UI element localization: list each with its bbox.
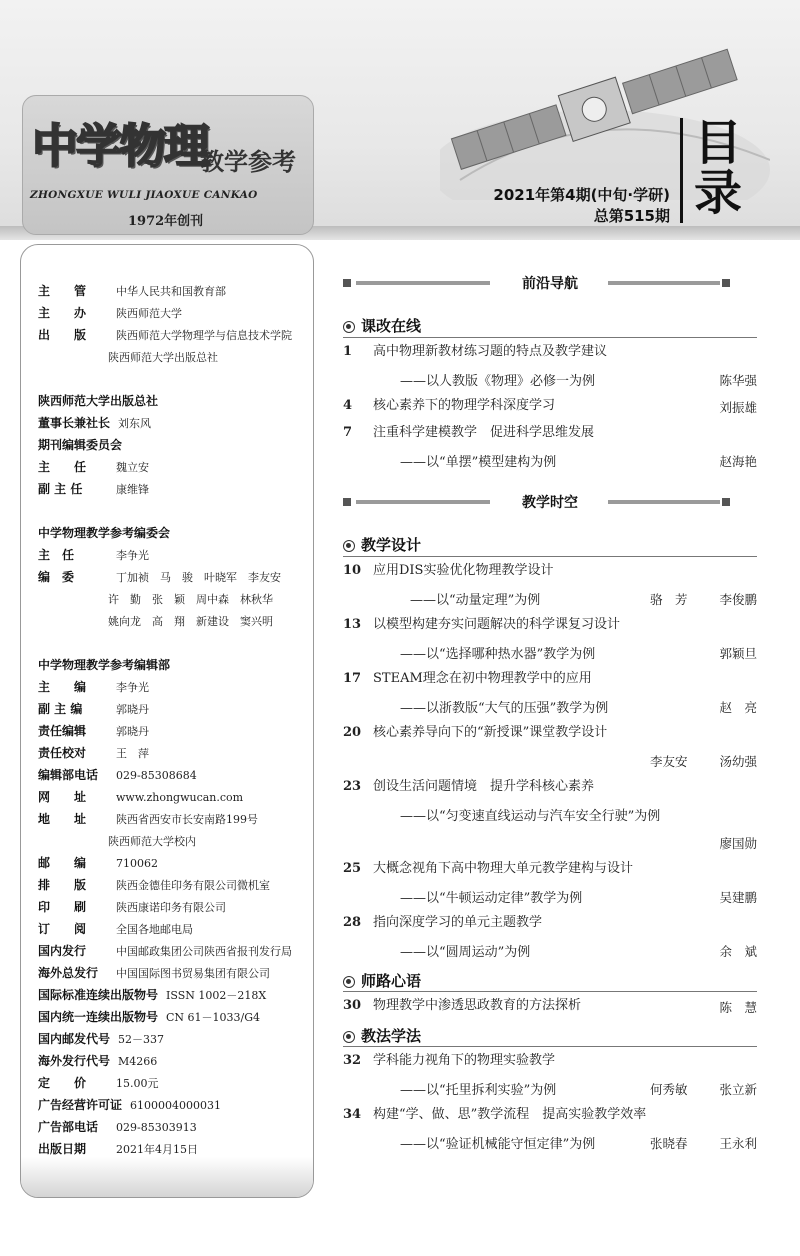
masthead-value: 陕西康诺印务有限公司 xyxy=(116,901,226,914)
masthead-value: 2021年4月15日 xyxy=(116,1143,198,1156)
article-subtitle: ——以“匀变速直线运动与汽车安全行驶”为例 xyxy=(400,809,661,824)
masthead-row xyxy=(38,744,149,763)
masthead-row xyxy=(38,1030,164,1049)
category-rule xyxy=(343,1046,757,1047)
article-subtitle: ——以“选择哪种热水器”教学为例 xyxy=(400,647,596,662)
masthead-key: 定 价 xyxy=(38,1076,87,1090)
masthead-row xyxy=(38,898,226,917)
article-author: 刘振雄 xyxy=(719,400,757,415)
masthead-key: 编辑部电话 xyxy=(38,768,99,782)
masthead-key: 海外总发行 xyxy=(38,966,99,980)
logo-title: 中学物理 xyxy=(32,119,208,173)
masthead-value: 王 萍 xyxy=(116,747,149,760)
masthead-value: 710062 xyxy=(116,857,158,870)
masthead-key: 国内邮发代号 xyxy=(38,1032,111,1046)
masthead-key: 主 管 xyxy=(38,284,87,298)
article-subtitle: ——以浙教版“大气的压强”教学为例 xyxy=(400,701,609,716)
masthead-panel-footer xyxy=(21,1157,313,1197)
article-author: 李俊鹏 xyxy=(719,592,757,607)
masthead-key: 主 办 xyxy=(38,306,87,320)
masthead-key: 网 址 xyxy=(38,790,87,804)
article-author: 郭颖旦 xyxy=(719,646,757,661)
masthead-row xyxy=(38,1052,157,1071)
masthead-row xyxy=(38,722,149,741)
masthead-value: 丁加祯 马 骏 叶晓军 李友安 xyxy=(116,571,281,584)
masthead-row xyxy=(38,546,149,565)
section-rule xyxy=(356,500,490,504)
masthead-row xyxy=(38,1140,198,1159)
masthead-value: ISSN 1002－218X xyxy=(166,989,267,1002)
article-author: 张晓春 xyxy=(650,1136,688,1151)
masthead-value: 全国各地邮电局 xyxy=(116,923,193,936)
toc-entry[interactable] xyxy=(343,343,757,361)
section-marker xyxy=(343,498,351,506)
article-author: 张立新 xyxy=(719,1082,757,1097)
masthead-row xyxy=(38,392,158,411)
category-label: 师路心语 xyxy=(361,972,422,990)
masthead-row xyxy=(38,1096,221,1115)
masthead-key: 责任编辑 xyxy=(38,724,87,738)
logo-subtitle: 教学参考 xyxy=(200,148,296,176)
page-number: 20 xyxy=(343,725,362,740)
page-number: 10 xyxy=(343,563,362,578)
article-title: 创设生活问题情境 提升学科核心素养 xyxy=(373,779,595,794)
category-label: 教法学法 xyxy=(361,1027,422,1045)
article-title: 构建“学、做、思”教学流程 提高实验教学效率 xyxy=(373,1107,647,1122)
masthead-row xyxy=(38,810,258,829)
article-title: 以模型构建夯实问题解决的科学课复习设计 xyxy=(373,617,621,632)
toc-entry[interactable] xyxy=(343,778,757,796)
category-bullet-icon xyxy=(343,321,355,333)
page-number: 28 xyxy=(343,915,362,930)
masthead-row xyxy=(38,414,151,433)
page-number: 32 xyxy=(343,1053,362,1068)
masthead-row xyxy=(38,436,122,455)
masthead-row xyxy=(38,986,266,1005)
masthead-row xyxy=(38,612,273,631)
masthead-value: 郭晓丹 xyxy=(116,703,149,716)
toc-entry[interactable] xyxy=(343,562,757,580)
masthead-key: 订 阅 xyxy=(38,922,87,936)
masthead-key: 董事长兼社长 xyxy=(38,416,111,430)
page-number: 1 xyxy=(343,344,353,359)
toc-entry[interactable] xyxy=(343,397,757,415)
toc-entry[interactable] xyxy=(343,424,757,442)
toc-title-bar xyxy=(680,118,683,223)
masthead-key: 中学物理教学参考编委会 xyxy=(38,526,171,540)
masthead-key: 国内发行 xyxy=(38,944,87,958)
article-author: 赵海艳 xyxy=(719,454,757,469)
masthead-row xyxy=(38,326,292,345)
toc-entry[interactable] xyxy=(343,914,757,932)
masthead-key: 中学物理教学参考编辑部 xyxy=(38,658,171,672)
masthead-key: 出 版 xyxy=(38,328,87,342)
article-title: 学科能力视角下的物理实验教学 xyxy=(373,1053,556,1068)
masthead-row xyxy=(38,964,270,983)
article-title: 指向深度学习的单元主题教学 xyxy=(373,915,543,930)
masthead-value: 029-85303913 xyxy=(116,1121,197,1134)
category-bullet-icon xyxy=(343,976,355,988)
article-title: 物理教学中渗透思政教育的方法探析 xyxy=(373,998,582,1013)
masthead-row xyxy=(38,568,281,587)
article-subtitle: ——以“托里拆利实验”为例 xyxy=(400,1083,557,1098)
category-kegai xyxy=(343,315,421,336)
section-title-teaching: 教学时空 xyxy=(522,495,578,511)
masthead-value: 陕西师范大学物理学与信息技术学院 xyxy=(116,329,292,342)
category-shilu-xinyu xyxy=(343,970,421,991)
masthead-row xyxy=(38,876,270,895)
masthead-value: 刘东风 xyxy=(118,417,152,430)
section-marker xyxy=(722,498,730,506)
masthead-key: 主 编 xyxy=(38,680,87,694)
article-author: 王永利 xyxy=(719,1136,757,1151)
masthead-key: 陕西师范大学出版总社 xyxy=(38,394,159,408)
masthead-key: 编 委 xyxy=(38,570,75,584)
masthead-key: 广告经营许可证 xyxy=(38,1098,123,1112)
category-rule xyxy=(343,991,757,992)
masthead-value: CN 61－1033/G4 xyxy=(166,1011,261,1024)
masthead-row xyxy=(38,832,196,851)
article-subtitle: ——以“牛顿运动定律”教学为例 xyxy=(400,891,583,906)
masthead-row xyxy=(38,458,149,477)
masthead-value: 康维锋 xyxy=(116,483,149,496)
masthead-key: 副 主 编 xyxy=(38,702,83,716)
section-marker xyxy=(343,279,351,287)
masthead-value: 陕西省西安市长安南路199号 xyxy=(116,813,258,826)
category-bullet-icon xyxy=(343,540,355,552)
masthead-row xyxy=(38,920,193,939)
category-rule xyxy=(343,337,757,338)
masthead-row xyxy=(38,348,218,367)
section-title-frontier: 前沿导航 xyxy=(522,276,578,292)
category-label: 教学设计 xyxy=(361,536,422,554)
page-number: 25 xyxy=(343,861,362,876)
masthead-row xyxy=(38,678,149,697)
article-author: 李友安 xyxy=(650,754,688,769)
masthead-key: 排 版 xyxy=(38,878,87,892)
masthead-row xyxy=(38,766,197,785)
section-rule xyxy=(608,281,720,285)
masthead-row xyxy=(38,1118,197,1137)
masthead-value: 李争光 xyxy=(116,549,149,562)
category-jiaoxue-sheji xyxy=(343,534,421,555)
masthead-row xyxy=(38,788,243,807)
category-rule xyxy=(343,556,757,557)
masthead-row xyxy=(38,700,149,719)
masthead-row xyxy=(38,1008,260,1027)
masthead-value: 52－337 xyxy=(118,1033,165,1046)
founded-year: 1972年创刊 xyxy=(128,214,204,229)
masthead-row xyxy=(38,1074,159,1093)
masthead-key: 国际标准连续出版物号 xyxy=(38,988,159,1002)
article-title: 核心素养导向下的“新授课”课堂教学设计 xyxy=(373,725,608,740)
issue-line-2: 总第515期 xyxy=(593,207,670,225)
masthead-row xyxy=(38,304,182,323)
article-title: 大概念视角下高中物理大单元教学建构与设计 xyxy=(373,861,634,876)
article-title: 高中物理新教材练习题的特点及教学建议 xyxy=(373,344,608,359)
masthead-value: 魏立安 xyxy=(116,461,149,474)
page-number: 4 xyxy=(343,398,353,413)
toc-entry[interactable] xyxy=(343,860,757,878)
article-author: 余 斌 xyxy=(719,944,757,959)
article-subtitle: ——以人教版《物理》必修一为例 xyxy=(400,374,596,389)
masthead-row xyxy=(38,854,158,873)
category-jiaofa-xuefa xyxy=(343,1025,421,1046)
masthead-key: 印 刷 xyxy=(38,900,87,914)
article-author: 陈 慧 xyxy=(719,1000,757,1015)
masthead-value: 陕西师范大学出版总社 xyxy=(108,351,218,364)
masthead-value: 郭晓丹 xyxy=(116,725,149,738)
article-author: 何秀敏 xyxy=(650,1082,688,1097)
masthead-row xyxy=(38,656,170,675)
article-subtitle: ——以“圆周运动”为例 xyxy=(400,945,531,960)
masthead-value: 6100004000031 xyxy=(130,1099,221,1112)
masthead-key: 责任校对 xyxy=(38,746,87,760)
article-author: 廖国勋 xyxy=(719,836,757,851)
toc-entry[interactable] xyxy=(343,724,757,742)
masthead-value: 陕西金德佳印务有限公司微机室 xyxy=(116,879,270,892)
masthead-value: 陕西师范大学校内 xyxy=(108,835,196,848)
masthead-value: 中华人民共和国教育部 xyxy=(116,285,226,298)
page-number: 23 xyxy=(343,779,362,794)
category-label: 课改在线 xyxy=(361,317,422,335)
article-title: STEAM理念在初中物理教学中的应用 xyxy=(373,671,592,686)
masthead-key: 主 任 xyxy=(38,548,75,562)
masthead-key: 地 址 xyxy=(38,812,87,826)
toc-entry[interactable] xyxy=(343,997,757,1015)
masthead-value: 15.00元 xyxy=(116,1077,159,1090)
masthead-value: www.zhongwucan.com xyxy=(116,791,244,804)
logo-pinyin: ZHONGXUE WULI JIAOXUE CANKAO xyxy=(30,189,258,201)
article-author: 陈华强 xyxy=(719,373,757,388)
masthead-value: 中国国际图书贸易集团有限公司 xyxy=(116,967,270,980)
article-subtitle: ——以“验证机械能守恒定律”为例 xyxy=(400,1137,596,1152)
masthead-value: M4266 xyxy=(118,1055,158,1068)
article-subtitle: ——以“动量定理”为例 xyxy=(410,593,541,608)
masthead-value: 陕西师范大学 xyxy=(116,307,182,320)
page-number: 30 xyxy=(343,998,362,1013)
article-author: 骆 芳 xyxy=(650,592,688,607)
toc-entry[interactable] xyxy=(343,616,757,634)
article-title: 注重科学建模教学 促进科学思维发展 xyxy=(373,425,595,440)
article-author: 吴建鹏 xyxy=(719,890,757,905)
masthead-row xyxy=(38,590,273,609)
masthead-row xyxy=(38,282,226,301)
masthead-value: 姚向龙 高 翔 新建设 窦兴明 xyxy=(108,615,273,628)
masthead-value: 中国邮政集团公司陕西省报刊发行局 xyxy=(116,945,292,958)
article-title: 核心素养下的物理学科深度学习 xyxy=(373,398,556,413)
article-author: 赵 亮 xyxy=(719,700,757,715)
page-number: 34 xyxy=(343,1107,362,1122)
masthead-value: 李争光 xyxy=(116,681,149,694)
masthead-row xyxy=(38,942,292,961)
page-number: 7 xyxy=(343,425,353,440)
article-author: 汤幼强 xyxy=(719,754,757,769)
issue-info xyxy=(440,185,670,227)
article-subtitle: ——以“单摆”模型建构为例 xyxy=(400,455,557,470)
toc-entry[interactable] xyxy=(343,1106,757,1124)
masthead-key: 主 任 xyxy=(38,460,87,474)
masthead-key: 广告部电话 xyxy=(38,1120,99,1134)
page-number: 17 xyxy=(343,671,362,686)
article-title: 应用DIS实验优化物理教学设计 xyxy=(373,563,554,578)
masthead-key: 出版日期 xyxy=(38,1142,87,1156)
category-bullet-icon xyxy=(343,1031,355,1043)
masthead-key: 海外发行代号 xyxy=(38,1054,111,1068)
issue-line-1: 2021年第4期(中旬·学研) xyxy=(493,186,670,204)
masthead-key: 副 主 任 xyxy=(38,482,83,496)
toc-title: 目录 xyxy=(693,115,742,221)
masthead-row xyxy=(38,480,149,499)
masthead-value: 许 勤 张 颖 周中森 林秋华 xyxy=(108,593,273,606)
masthead-row xyxy=(38,524,170,543)
toc-entry[interactable] xyxy=(343,670,757,688)
masthead-value: 029-85308684 xyxy=(116,769,197,782)
masthead-key: 期刊编辑委员会 xyxy=(38,438,123,452)
toc-entry[interactable] xyxy=(343,1052,757,1070)
section-marker xyxy=(722,279,730,287)
masthead-key: 国内统一连续出版物号 xyxy=(38,1010,159,1024)
section-rule xyxy=(356,281,490,285)
page-number: 13 xyxy=(343,617,362,632)
section-rule xyxy=(608,500,720,504)
masthead-key: 邮 编 xyxy=(38,856,87,870)
